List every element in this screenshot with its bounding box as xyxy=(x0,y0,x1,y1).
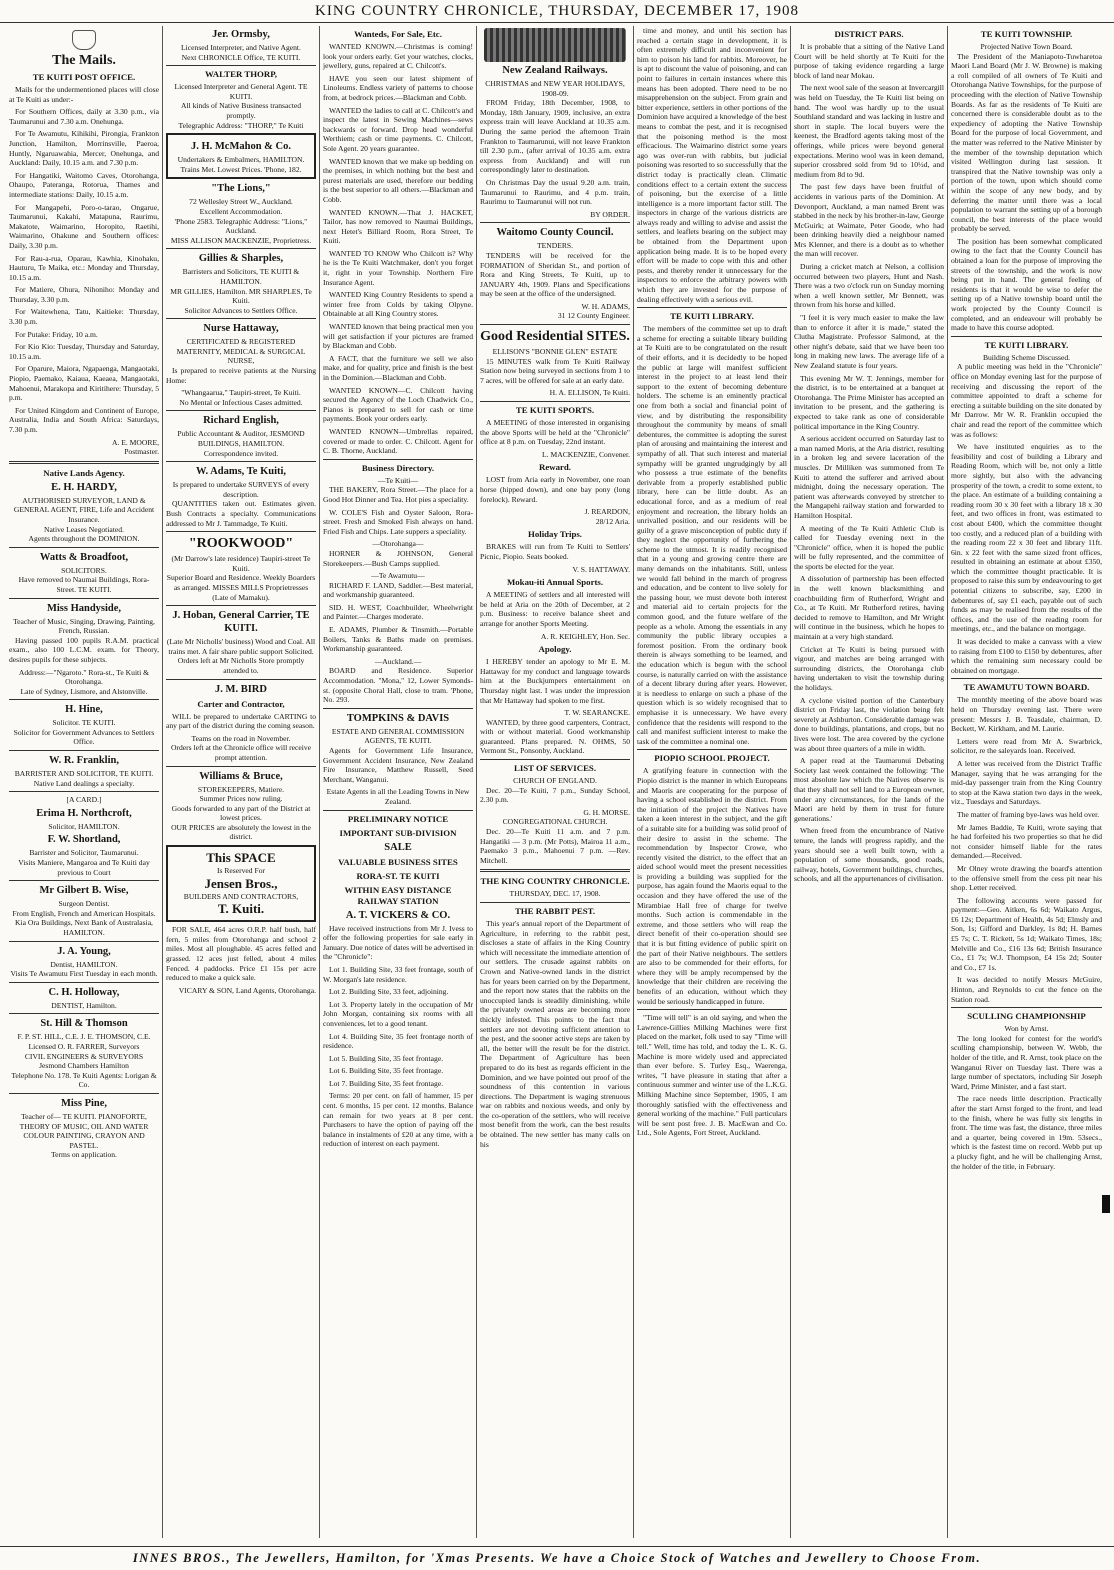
notice-heading: Holiday Trips. xyxy=(528,529,582,540)
classified-ad: WANTED known that we make up bedding on the premises, in which nothing but the best and purest materials are used, therefore our bedding is the best superior to all others.—Blackman and Cobb. xyxy=(323,156,473,204)
ad-text: WILL be prepared to undertake CARTING to any part of the district during the coming season. xyxy=(166,711,316,731)
article-heading: TE AWAMUTU TOWN BOARD. xyxy=(963,682,1090,693)
ad-name: J. M. BIRD xyxy=(215,683,267,695)
ad-text: Superior Board and Residence. Weekly Boarders as arranged. MISSES MILLS Proprietresses (Late of Mamaku). xyxy=(166,573,316,602)
ad-text: Native Leases Negotiated. xyxy=(44,524,124,534)
mails-text: For Kio Kio: Tuesday, Thursday and Saturday, 10.15 a.m. xyxy=(9,342,159,361)
ad-text: Trains Met. Lowest Prices. 'Phone, 182. xyxy=(180,164,302,174)
column-1 xyxy=(6,26,163,1538)
ad-name: New Zealand Railways. xyxy=(502,65,608,76)
divider xyxy=(166,679,316,680)
service-entry: Dec. 20—Te Kuiti, 7 p.m., Sunday School, 2.30 p.m. xyxy=(480,785,630,805)
article-text: A cyclone visited portion of the Canterbury district on Friday last, the violation being felt severely at Ashburton. Considerable damage was done to buildings, plantations, and crops, but no lives were lost. The area covered by the cyclone was about three quarters of a mile in width. xyxy=(794,695,944,753)
column-3 xyxy=(320,26,477,1538)
lot-entry: Lot 1. Building Site, 33 feet frontage, south of W. Morgan's late residence. xyxy=(323,964,473,984)
ad-text: CERTIFICATED & REGISTERED MATERNITY, MEDICAL & SURGICAL NURSE, xyxy=(176,337,306,366)
mails-text: For Oparure, Maiora, Ngapaenga, Mangaotaki, Piopio, Paemako, Kaiaua, Kaeaea, Mangaotaki, Mahoenui, Marakopa and Kiritihere: Thursday, 5 p.m. xyxy=(9,364,159,403)
notice-line: WITHIN EASY DISTANCE RAILWAY STATION xyxy=(344,884,452,906)
notice-text: T. W. SEARANCKE. xyxy=(564,708,630,718)
article-text: The race needs little description. Practically after the start Arnst forged to the front, and lead to the finish, where he was fully six lengths in front. The time was fast, the distance, three miles and a quarter, being covered in 19m. 53secs., which is the fastest time on record. Webb put up a plucky fight, and he will be challenging Arnst, the holder of the title, in February. xyxy=(951,1094,1102,1171)
ad-text: Terms on application. xyxy=(51,1150,117,1160)
ad-name: St. Hill & Thomson xyxy=(40,1018,128,1030)
ad-name: Williams & Bruce, xyxy=(199,770,283,782)
ad-name: "The Lions," xyxy=(211,183,271,195)
article-text: Letters were read from Mr A. Swarbrick, solicitor, re the saleyards loan. Received. xyxy=(951,736,1102,756)
divider xyxy=(480,324,630,325)
notice-heading: Reward. xyxy=(538,462,571,473)
article-text: The following accounts were passed for payment:—Geo. Aitken, 6s 6d; Waikato Argus, £6 12s; Department of Health, 4s 5d; Elmsly and Son, 1s; Gifford and Darkley, 1s 8d; H. Barnes £5 7s; C. T. Rickett, 5s 1d; Waikato Times, 18s; Melville and Co., £16 13s 6d; British Insurance Co., £1 7s; W.J. Thompson, £4 15s 2d; Souter and Co., £7 1s. xyxy=(951,895,1102,972)
subheading: —Auckland.— xyxy=(374,656,422,666)
notice-text: BRAKES will run from Te Kuiti to Settlers' Picnic, Piopio. Seats booked. xyxy=(480,542,630,561)
classified-ad: WANTED known that being practical men you will get satisfaction if your pictures are framed by Blackman and Cobb. xyxy=(323,322,473,351)
mails-text: For Te Awamutu, Kihikihi, Pirongia, Frankton Junction, Hamilton, Morrinsville, Paeroa, Huntly, Ngaruawahia, Mercer, Onehunga, and Auckland: Daily, 10.15 a.m. and 7.30 p.m. xyxy=(9,129,159,168)
ad-text: Terms: 20 per cent. on fall of hammer, 15 per cent. 6 months, 15 per cent. 12 months. Balance can remain for two years at 8 per cent. Purchasers to have the option of paying off the balance in instalments of £20 at any time, with a reduction of interest on each payment. xyxy=(323,1091,473,1149)
divider xyxy=(480,759,630,760)
classified-ad: WANTED the ladies to call at C. Chilcott's and inspect the latest in Sewing Machines—sews backwards or forward. Drop head wonderful Werthiem; cash or time payments. C. Chilcott, Sole Agent. 20 years guarantee. xyxy=(323,105,473,153)
divider xyxy=(9,1013,159,1014)
ad-text: Summer Prices now ruling. xyxy=(199,794,283,804)
column-7 xyxy=(948,26,1105,1538)
directory-entry: BOARD and Residence. Superior Accommodation. "Mona," 12, Lower Symonds-st. (opposite Choral Hall, close to tram. 'Phone, No. 293. xyxy=(323,666,473,705)
ad-name: WALTER THORP, xyxy=(204,69,278,80)
divider xyxy=(637,307,787,308)
divider xyxy=(9,598,159,599)
notice-line: SALE xyxy=(384,841,412,853)
ink-blot xyxy=(1102,1195,1110,1213)
royal-crest-icon xyxy=(72,30,96,50)
columns xyxy=(6,26,1108,1538)
divider xyxy=(323,708,473,709)
divider xyxy=(166,65,316,66)
column-6 xyxy=(791,26,948,1538)
ad-text: Carter and Contractor, xyxy=(197,698,285,709)
notice-heading: TE KUITI SPORTS. xyxy=(515,405,595,416)
ad-name: Jensen Bros., xyxy=(204,875,278,891)
notice-text: V. S. HATTAWAY. xyxy=(572,564,630,574)
divider xyxy=(9,750,159,751)
ad-text: Licensed Interpreter, and Native Agent. xyxy=(181,43,301,52)
article-text: The next wool sale of the season at Invercargill was held on Tuesday, the Te Kuiti list being on hand. The wool was hardly up to the usual Southland standard and was lacking in lustre and short in staple. The local buyers were the keenest, the Bradford agents taking most of the offerings, while prices were beyond general expectations. Merino wool was in keen demand, superior crossbred sold from 9d to 10½d, and medium from 8d to 9d. xyxy=(794,83,944,179)
article-text: It is probable that a sitting of the Native Land Court will be held shortly at Te Kuiti for the purpose of taking evidence regarding a large block of land near Mokau. xyxy=(794,42,944,80)
ad-text: Native Land dealings a specialty. xyxy=(33,778,135,788)
ad-text: Late of Sydney, Lismore, and Alstonville. xyxy=(20,686,148,696)
ad-text: MISS ALLISON MACKENZIE, Proprietress. xyxy=(170,235,312,245)
article-text: A public meeting was held in the "Chronicle" office on Monday evening last for the purpose of receiving and discussing the report of the committee appointed to draft a scheme for erecting a suitable building on the site donated by Mr Darrow. Mr W. R. Franklin occupied the chair and read the report of the committee which was as follows: xyxy=(951,362,1102,439)
ad-name: Jer. Ormsby, xyxy=(212,29,270,40)
ad-name: Good Residential SITES. xyxy=(480,329,630,345)
article-text: The matter of framing bye-laws was held over. xyxy=(957,809,1100,819)
divider xyxy=(9,982,159,983)
ad-text: STOREKEEPERS, Matiere. xyxy=(197,784,285,794)
ad-text: (Mr Darrow's late residence) Taupiri-street Te Kuiti. xyxy=(171,554,311,573)
ad-name: H. Hine, xyxy=(65,704,103,716)
divider xyxy=(951,678,1102,679)
divider xyxy=(166,248,316,249)
divider xyxy=(166,605,316,606)
notice-text: A MEETING of settlers and all interested will be held at Aria on the 20th of December, at 2 p.m. Business: to receive balance sheet and arrange for another Sports Meeting. xyxy=(480,590,630,628)
ad-text: Orders left at Mr Nicholls Store promptly attended to. xyxy=(177,656,305,675)
notice-text: I HEREBY tender an apology to Mr E. M. Hattaway for my conduct and language towards him at the Buckjumpers entertainment on Thursday night last. I was under the impression that Mr Hattaway had spoken to me first. xyxy=(480,657,630,705)
divider xyxy=(637,1009,787,1010)
ad-text: T. Kuiti. xyxy=(217,901,265,917)
ad-text: QUANTITIES taken out. Estimates given. Bush Contracts a specialty. Communications addressed to Mr J. Tammadge, Te Kuiti. xyxy=(166,499,316,528)
classified-ad: HAVE you seen our latest shipment of Linoleums. Endless variety of patterns to choose from, at bedrock prices.—Blackman and Cobb. xyxy=(323,73,473,102)
reserved-space-box xyxy=(166,845,316,922)
ad-text: Next CHRONICLE Office, TE KUITI. xyxy=(181,52,301,62)
notice-line: IMPORTANT SUB-DIVISION xyxy=(339,827,457,838)
article-text: The President of the Maniapoto-Tuwharetoa Maori Land Board (Mr J. W. Browne) is making a roll compiled of all owners of Te Kuiti and Otorohanga Native Townships, for the purpose of proceeding with the election of Native Township Boards. As far as the residents of Te Kuiti are concerned there is considerable doubt as to the expediency of adopting the Native Township Board for the purpose of local Government, and the matter was referred to the Native Minister by the member of the township deputation which visited Wellington during last session. It transpired that the Native township was only a portion of the town, upon which should come within the scope of any new body, and by deferring the matter until there was a local population to warrant the setting up of a borough council, the best interests of the place would probably be served. xyxy=(951,51,1102,234)
mails-text: For Mangapehi, Poro-o-tarao, Ongarue, Taumarunui, Kakahi, Matapuna, Raurimu, Makatote, Waimarino, Horopito, Raetihi, Waimarino, Ohakune and Southern offices: Daily, 3.30 p.m. xyxy=(9,202,159,250)
ad-text: AUTHORISED SURVEYOR, LAND & GENERAL AGENT, FIRE, Life and Accident Insurance. xyxy=(13,495,155,524)
directory-entry: THE BAKERY, Rora Street.—The place for a Good Hot Dinner and Tea. Hot pies a speciality. xyxy=(323,485,473,504)
divider xyxy=(166,461,316,462)
divider xyxy=(951,336,1102,337)
article-text: This evening Mr W. T. Jennings, member for the district, is to be entertained at a banquet at Otorohanga. The Prime Minister has accepted an invitation to be present, and the gathering is expected to take rank as one of considerable political importance in the King Country. xyxy=(794,373,944,431)
ad-text: ESTATE AND GENERAL COMMISSION AGENTS, TE KUITI. xyxy=(331,726,465,746)
ad-text: Barrister and Solicitor, Taumarunui. xyxy=(29,848,139,858)
ad-name: J. Hoban, General Carrier, TE KUITI. xyxy=(172,610,310,635)
ad-text: Surgeon Dentist. xyxy=(58,899,110,909)
ad-text: Telephone No. 178. Te Kuiti Agents: Lorigan & Co. xyxy=(11,1070,157,1090)
ad-name: C. H. Holloway, xyxy=(48,986,120,998)
article-text: The members of the committee set up to draft a scheme for erecting a suitable library building at Te Kuiti are to be congratulated on the result of their efforts, and it is decidedly to be hoped the public at large will manifest sufficient interest in the project to at least lend their support to the extent of becoming debenture holders. The scheme is an eminently practical one from both a social and financial point of view, and by distributing the responsibility throughout the community by means of small debentures, the committee is adopting the surest plan of arousing and maintaining the interest and sympathy of all. That such interest and material sympathy will be granted ungrudgingly by all who possess a true estimate of the benefits derivable from a properly established public library, here can be little doubt. As an educational force, and as a medium of real enjoyment and recreation, the library holds an unrivalled position, and our residents will be guilty of a grave misconception of public duty if they neglect the opportunity of furthering the scheme to the utmost. It is readily recognised that in a young and growing centre there are many demands on the inhabitants. Still, unless we would fall behind in the march of progress and education, and be content to live solely for the passing hour, we must devote both interest and material aid to certain projects for the common good, and the future welfare of the people as a whole. Among the essentials in any community the public library occupies a foremost position. From the ordinary book therein is always something to be learned, and the education which is begun with the school course, is naturally carried on with the assistance of a decent library during after years. However, it is needless to enlarge on such a phase of the question which is so widely recognised that to emphasise it is unnecessary. We have every confidence that the residents will respond to the call and manifest sufficient interest to make the task of the committee a nominal one. xyxy=(637,324,787,746)
mails-text: For United Kingdom and Continent of Europe, Australia, India and South Africa: Saturdays, 7.30 p.m. xyxy=(9,405,159,434)
ad-text: CIVIL ENGINEERS & SURVEYORS xyxy=(24,1051,144,1061)
ad-name: E. H. HARDY, xyxy=(51,481,117,493)
ad-name: W. Adams, Te Kuiti, xyxy=(195,466,287,478)
mails-text: For Hangatiki, Waitomo Caves, Otorohanga, Ohaupo, Pateranga, Rotorua, Thames and intermediate stations: Daily, 10.15 a.m. xyxy=(9,170,159,199)
article-text: A gratifying feature in connection with the Piopio district is the manner in which Europeans and Maoris are cooperating for the purpose of having a school established in the district. From the initiation of the project the Natives have taken a keen interest in the subject, and the gift of a suitable site for a building was solid proof of their desire to assist in the scheme. The recommendation by Inspector Crowe, who recently visited the district, to the effect that an aided school would meet the present necessities is providing a building was supplied for the purpose, has again found the Maoris equal to the occasion and they have offered the use of the Mirambiae Hall free of charge for twelve months. Such action is commendable in the extreme, and those settlers who will reap the direct benefit of their co-operation should see that it is but fitting evidence of public spirit on the part of their Native neighbours. The settlers are also to be commended for their efforts, for where they will be amply recompensed by the knowledge that their children are receiving the benefits of an education, without which they would be seriously handicapped in future. xyxy=(637,766,787,1006)
ad-name: J. A. Young, xyxy=(57,945,111,957)
subheading: —Te Kuiti— xyxy=(377,475,419,485)
ad-text: F. P. ST. HILL, C.E. J. E. THOMSON, C.E. Licensed O. R. FARRER, Surveyors xyxy=(17,1032,151,1051)
article-text: During a cricket match at Nelson, a collision occurred between two players, Hunt and Nash. There was a two o'clock run on Sunday morning when a well known settler, Mr Bennett, was thrown from his horse and killed. xyxy=(794,262,944,310)
ad-text: Teams on the road in November. xyxy=(191,733,291,743)
train-illustration-icon xyxy=(484,28,626,62)
ad-text: Having passed 100 pupils R.A.M. practical exam., also 100 L.C.M. exam. for Theory, desires pupils for these subjects. xyxy=(9,635,159,664)
editorial-masthead: THE KING COUNTRY CHRONICLE. xyxy=(480,876,630,887)
classified-ad: WANTED KNOWN—Umbrellas repaired, covered or made to order. C. Chilcott. Agent for C. B. Thorne, Auckland. xyxy=(323,426,473,456)
notice-line: VALUABLE BUSINESS SITES xyxy=(338,856,458,867)
mails-text: Mails for the undermentioned places will close at Te Kuiti as under:- xyxy=(9,85,159,104)
classified-ad: A FACT, that the furniture we sell we also make, and for quality, price and finish is the best in the Dominion.—Blackman and Cobb. xyxy=(323,353,473,382)
classified-ad: WANTED KNOWN.—Christmas is coming! look your orders early. Get your watches, clocks, jewellery, guns, repaired at C. Chilcott's. xyxy=(323,42,473,71)
article-text: Mr Olney wrote drawing the board's attention to the offensive smell from the cess pit near his shop. Letter received. xyxy=(951,863,1102,893)
ad-text: From English, French and American Hospitals. Kia Ora Buildings, Next Bank of Australasia, HAMILTON. xyxy=(12,908,156,937)
column-5 xyxy=(634,26,791,1538)
article-text: A meeting of the Te Kuiti Athletic Club is called for Tuesday evening next in the "Chronicle" office, when it is hoped the public will be fully represented, and the committee of the sports be elected for the year. xyxy=(794,523,944,571)
mails-text: For Matiere, Ohura, Nihoniho: Monday and Thursday, 3.30 p.m. xyxy=(9,285,159,304)
ad-name: Richard English, xyxy=(203,415,279,427)
article-text: We have instituted enquiries as to the feasibility and cost of building a Library and Reading Room, which will be, not only a little more sightly, but also with the advancing prosperity of the town, a credit to some extent, to the place. An estimate of a building containing a reading room 30 x 30 feet with a library 18 x 30 feet, and two offices in front, was estimated to cost about £400, which the committee thought too costly, and a reduced plan of a building with the reading room 22 x 30 feet and library 11ft. 6in. x 22 feet with the same sized front offices, resulted in obtaining an estimate at about £350, which the committee thought practicable. It is proposed to raise this sum by endeavouring to get potential citizens to subscribe, say, £200 in debentures of, say £1 each, payable out of such funds as may be realised from the results of the offices, and the use of the reading room for meetings, etc., and the balance on mortgage. xyxy=(951,442,1103,634)
article-text: A serious accident occurred on Saturday last to a man named Moris, at the Aria district, resulting in a broken leg and severe laceration of the muscles. Dr Milliken was summoned from Te Kuiti to attend the sufferer and arrived about midnight, doing the necessary operation. The patient was afterwards conveyed by stretcher to the Mangapehi railway station and forwarded to Hamilton Hospital. xyxy=(794,434,944,520)
ad-text: Visits Te Awamutu First Tuesday in each month. xyxy=(10,969,158,979)
classified-ad: WANTED KNOWN.—That J. HACKET, Tailor, has now removed to Naumai Buildings, next Hetet's Billiard Room, Rora Street, Te Kuiti. xyxy=(323,207,473,246)
ad-name: Watts & Broadfoot, xyxy=(39,551,129,563)
article-text: Mr James Baddie, Te Kuiti, wrote saying that he had forfeited his two properties so that he did not consider himself liable for the rates demanded.—Received. xyxy=(951,822,1102,861)
ad-name: W. R. Franklin, xyxy=(49,755,119,767)
ad-text: Orders left at the Chronicle office will receive prompt attention. xyxy=(170,743,312,762)
classified-ad: WANTED TO KNOW Who Chilcott is? Why he is the Te Kuiti Watchmaker, don't you forget it, right in your Township. Northern Fire Insurance Agent. xyxy=(323,248,473,287)
divider xyxy=(637,749,787,750)
ad-name: "ROOKWOOD" xyxy=(188,536,294,552)
directory-entry: W. COLE'S Fish and Oyster Saloon, Rora-street. Fresh and Smoked Fish always on hand. Fried Fish and Chips. Late suppers a speciality. xyxy=(323,507,473,536)
article-text: It was decided to notify Messrs McGuire, Hinton, and Reynolds to cut the fence on the Station road. xyxy=(951,975,1102,1004)
mails-text: For Southern Offices, daily at 3.30 p.m., via Taumarunui and 7.30 a.m. Onehunga. xyxy=(9,107,159,126)
classified-ad: WANTED King Country Residents to spend a winter free from Colds by taking Olpyne. Obtainable at all King Country stores. xyxy=(323,290,473,319)
article-subheading: Building Scheme Discussed. xyxy=(982,352,1071,362)
ad-text: Have received instructions from Mr J. Ivess to offer the following properties for sale early in January. Due notice of dates will be advertised in the "Chronicle": xyxy=(323,923,473,962)
ad-name: A. T. VICKERS & CO. xyxy=(345,909,451,921)
ad-text: SOLICITORS. xyxy=(61,565,107,575)
ad-text: H. A. ELLISON, Te Kuiti. xyxy=(549,388,630,398)
ad-text: Teacher of Music, Singing, Drawing, Painting, French, Russian. xyxy=(13,616,155,636)
ad-text: Is prepared to receive patients at the Nursing Home: xyxy=(166,366,316,385)
ad-text: Address:—"Ngaroto." Rora-st., Te Kuiti & Otorohanga. xyxy=(18,667,150,687)
advertorial-text: "Time will tell" is an old saying, and when the Lawrence-Gillies Milking Machines were first placed on the market, folk used to say "Time will tell." Well, time has told, and today the L. K. G. Machine is more widely used and appreciated than ever before. S. Turley Esq., Waerenga, writes, "I have pleasure in stating that after a continuous summer and winter use of the L.K.G. Milking Machine since September, 1905, I am thoroughly satisfied with the effectiveness and general working of the machine." Full particulars will be sent post free. J. B. MacEwan and Co. Ltd., Sole Agents, Fort Street, Auckland. xyxy=(637,1013,787,1138)
ad-text: Solicitor. TE KUITI. xyxy=(52,718,116,728)
ad-text: Excellent Accommodation. xyxy=(199,206,283,216)
article-text: time and money, and until his section has reached a certain stage in development, it is often extremely difficult and inconvenient for him to poison his land for rabbits. Moreover, he is apt to discount the value of poisoning, and can point to failures in certain instances where this means has been adopted. There need to be no misapprehension on the subject. From grain and bitter experience, settlers in other portions of the Dominion have acquired a knowledge of the best means to combat the pest, and it is recognised that the poisoning method is the most efficacious. The Waimarino district some years ago was over-run with rabbits, but judicial poisoning was resorted to so successfully that the district today is practically clean. Climatic conditions effect to a certain extent the success of poisoning, but the exercise of a little intelligence is a more important factor still. The inspectors in charge of the various districts are always ready and willing to advise and assist the settlers, and leaflets bearing on the subject may be obtained from the Department upon application being made. It is to be hoped every effort will be made to cope with this and other pests, and thereby render it unnecessary for the inspectors to enforce the arbitrary powers with which they are invested for the purpose of dealing effectively with a serious evil. xyxy=(637,26,787,304)
ad-text: Barristers and Solicitors, TE KUITI & HAMILTON. xyxy=(182,267,300,286)
mails-text: For Waitewhena, Tatu, Kaitieke: Thursday, 3.30 p.m. xyxy=(9,307,159,327)
divider xyxy=(9,1093,159,1094)
divider xyxy=(480,401,630,402)
ad-text: Jesmond Chambers Hamilton xyxy=(39,1061,129,1071)
ad-text: 'Phone 2583. Telegraphic Address: "Lions," Auckland. xyxy=(174,216,308,236)
subheading: —Te Awamutu— xyxy=(371,571,425,581)
directory-entry: E. ADAMS, Plumber & Tinsmith.—Portable Boilers, Tanks & Baths made on premises. Workmanship guaranteed. xyxy=(323,625,473,654)
notice-text: WANTED, by three good carpenters, Contract, with or without material. Good workmanship guaranteed. Plans prepared. N. OHMS, 50 Vermont St., Ponsonby, Auckland. xyxy=(480,717,630,756)
ad-text: BUILDERS AND CONTRACTORS, xyxy=(183,891,299,901)
ad-text: (Late Mr Nicholls' business) Wood and Coal. All trains met. A fair share public support Solicited. xyxy=(166,637,316,656)
ad-text: VICARY & SON, Land Agents, Otorohanga. xyxy=(178,985,316,995)
ad-text: BY ORDER. xyxy=(590,209,630,219)
divider xyxy=(480,869,630,872)
directory-entry: RICHARD F. LAND, Saddler.—Best material, and workmanship guaranteed. xyxy=(323,580,473,600)
ad-name: Mr Gilbert B. Wise, xyxy=(39,885,129,897)
mails-heading: The Mails. xyxy=(52,53,116,68)
article-heading: PIOPIO SCHOOL PROJECT. xyxy=(654,753,770,764)
ad-text: Have removed to Naumai Buildings, Rora-Street. TE KUITI. xyxy=(18,575,150,594)
divider xyxy=(951,1007,1102,1008)
divider xyxy=(166,531,316,532)
ad-text: 15 MINUTES walk from Te Kuiti Railway Station now being surveyed in sections from 1 to 7 acres, will be offered for sale at an early date. xyxy=(480,356,630,385)
article-text: A letter was received from the District Traffic Manager, saying that he was arranging for the mid-day passenger train from the King Country to stop at the Kawa station two days in the week, viz., Tuesdays and Saturdays. xyxy=(951,758,1102,807)
post-office-heading: TE KUITI POST OFFICE. xyxy=(32,72,136,82)
article-heading: THE RABBIT PEST. xyxy=(514,906,596,916)
ad-text: Estate Agents in all the Leading Towns in New Zealand. xyxy=(326,787,470,806)
ad-text: Licensed Interpreter and General Agent. TE KUITI. xyxy=(174,82,308,101)
article-text: The position has been somewhat complicated owing to the fact that the County Council has obtained a loan for the purpose of improving the streets of the township, and the work is now being put in hand. The general feeling of residents is that it would be wise to defer the setting up of a Native township board until the work projected by the County Council is completed, and an endeavour will probably be made to have this course adopted. xyxy=(951,236,1102,333)
ad-text: Solicitor Advances to Settlers Office. xyxy=(184,305,298,315)
divider xyxy=(480,902,630,903)
article-text: A paper read at the Taumarunui Debating Society last week contained the following: 'The most absolute law which the Natives observe is that they shall not sell land to a European owner, under any circumstances, for the lands of the Maori are held by them in trust for future generations.' xyxy=(794,756,944,823)
ad-name: Erima H. Northcroft, xyxy=(36,807,132,819)
ad-text: ELLISON'S "BONNIE GLEN" ESTATE xyxy=(492,347,618,357)
article-text: The monthly meeting of the above board was held on Thursday evening last. There were present: Messrs J. B. Teasdale, chairman, D. Beckett, W. Kirkham, and M. Laurie. xyxy=(951,695,1102,734)
ad-text: All kinds of Native Business transacted promptly. xyxy=(180,101,301,120)
article-text: "I feel it is very much easier to make the law than to enforce it after it is made," stated the Clutha Magistrate. Professor Salmond, at the other night's debate, said that we have been too long in making new laws. The average life of a New Zealand statute is four years. xyxy=(794,313,944,370)
ad-text: FROM Friday, 18th December, 1908, to Monday, 18th January, 1909, inclusive, an extra express train will leave Auckland at 10.35 a.m. During the same period the afternoon Train Frankton to Taumarunui, will not leave Frankton till 2.30 p.m., (after arrival of 10.35 a.m. extra express from Auckland) and will run correspondingly later to destination. xyxy=(480,98,630,175)
mails-text: For Putake: Friday, 10 a.m. xyxy=(15,329,98,339)
ad-text: Goods forwarded to any part of the District at lowest prices. xyxy=(171,803,311,823)
ad-text: 31 12 County Engineer. xyxy=(557,311,630,321)
lot-entry: Lot 4. Building Site, 35 feet frontage north of residence. xyxy=(323,1031,473,1051)
ad-text: Solicitor, HAMILTON. xyxy=(48,821,120,831)
ad-text: 72 Wellesley Street W., Auckland. xyxy=(189,197,293,207)
ad-text: OUR PRICES are absolutely the lowest in the district. xyxy=(171,822,311,842)
notice-heading: Apology. xyxy=(538,644,572,655)
service-entry: G. H. MORSE. xyxy=(583,807,630,817)
ad-text: On Christmas Day the usual 9.20 a.m. train, Taumarunui to Raurimu, and 4 p.m. train, Raurimu to Taumarunui will not run. xyxy=(480,177,630,207)
service-entry: Dec. 20—Te Kuiti 11 a.m. and 7 p.m. Hangatiki — 3 p.m. (Mr Potts), Mairoa 11 a.m., Paemako 3 p.m., Mahoenui 7 p.m. —Rev. Mitchell. xyxy=(480,827,630,865)
ad-text: Telegraphic Address: "THORP," Te Kuiti xyxy=(178,120,304,130)
divider xyxy=(166,410,316,411)
ad-text: Teacher of— TE KUITI. PIANOFORTE, THEORY OF MUSIC, OIL AND WATER COLOUR PAINTING, CRAYON AND PASTEL. xyxy=(19,1111,149,1150)
notice-heading: Mokau-iti Annual Sports. xyxy=(506,577,604,588)
ad-name: F. W. Shortland, xyxy=(47,834,121,846)
masthead: KING COUNTRY CHRONICLE, THURSDAY, DECEMBER 17, 1908 xyxy=(0,0,1114,23)
notice-text: J. REARDON, xyxy=(584,507,630,517)
ad-name: Miss Handyside, xyxy=(46,602,122,614)
ad-text: [A CARD.] xyxy=(66,795,102,805)
article-text: The past few days have been fruitful of accidents in various parts of the Dominion. At Devonport, Auckland, a man named Brent was stabbed in the neck by his brother-in-law, George McGuirk; at Waimate, Peter Goode, who had been drinking heavily died a neighbour named Mrs Klenner, and there is a doubt as to whether the man will recover. xyxy=(794,182,944,259)
notice-line: PRELIMINARY NOTICE xyxy=(347,813,449,824)
notice-text: A. R. KEIGHLEY, Hon. Sec. xyxy=(540,631,630,641)
ad-text: MR GILLIES, Hamilton. MR SHARPLES, Te Kuiti. xyxy=(170,286,312,306)
ad-text: Public Accountant & Auditor, JESMOND BUILDINGS, HAMILTON. xyxy=(177,429,305,449)
divider xyxy=(323,810,473,811)
ad-text: No Mental or Infectious Cases admitted. xyxy=(179,397,303,407)
ad-name: Miss Pine, xyxy=(60,1097,108,1109)
article-text: It was decided to make a canvass with a view to raising from £100 to £150 by debentures, after which the remaining sum necessary could be obtained on mortgage. xyxy=(951,637,1102,675)
subheading: CONGREGATIONAL CHURCH. xyxy=(502,817,608,827)
lot-entry: Lot 6. Building Site, 35 feet frontage. xyxy=(329,1066,444,1076)
article-text: Cricket at Te Kuiti is being pursued with vigour, and matches are being arranged with surrounding districts, the Otorohanga club having undertaken to visit the township during the holidays. xyxy=(794,644,944,692)
notice-text: A MEETING of those interested in organising the above Sports will be held at the "Chronicle" office at 8 p.m. on Tuesday, 22nd instant. xyxy=(480,418,630,447)
article-heading: DISTRICT PARS. xyxy=(834,29,904,39)
divider xyxy=(166,766,316,767)
ad-text: CHRISTMAS and NEW YEAR HOLIDAYS, 1908-09. xyxy=(485,79,625,98)
divider xyxy=(9,461,159,464)
ad-text: W. H. ADAMS, xyxy=(581,301,630,311)
ad-text: "Whangaarua," Taupiri-street, Te Kuiti. xyxy=(181,388,301,398)
section-heading: Business Directory. xyxy=(361,462,435,473)
ad-text: Is prepared to undertake SURVEYS of every description. xyxy=(172,480,310,499)
directory-entry: SID. H. WEST, Coachbuilder, Wheelwright and Painter.—Charges moderate. xyxy=(323,602,473,622)
ad-text: DENTIST, Hamilton. xyxy=(51,1000,117,1010)
divider xyxy=(9,941,159,942)
article-text: This year's annual report of the Department of Agriculture, in referring to the rabbit pest, discloses a state of affairs in the King Country which will necessitate the immediate attention of our settlers. The crusade against rabbits on Crown and Native-owned lands in the district has for years been carried on by the Department, and the report now states that the rabbits on the unoccupied lands is steadily diminishing, while the privately owned areas are becoming more thickly infested. This points to the fact that settlers are not devoting sufficient attention to the pest, and the sooner active steps are taken by all, the better will the result be for the district. The Department of Agriculture has been prepared to do its best as regards efficient in the Dominion, and we have pointed out proof of the soundness of this contention in various directions. The Department is waging strenuous war on rabbits and noxious weeds, and only by the co-operation of the settlers, who will receive most benefit from the work, can the best results be obtained. The new settler has many calls on his xyxy=(480,919,630,1149)
lot-entry: Lot 5. Building Site, 35 feet frontage. xyxy=(329,1053,444,1063)
signature: A. E. MOORE, xyxy=(111,437,159,447)
divider xyxy=(166,318,316,319)
divider xyxy=(323,459,473,460)
notice-text: 28/12 Aria. xyxy=(595,516,630,526)
ad-text: TENDERS. xyxy=(536,241,574,251)
ad-heading: Native Lands Agency. xyxy=(43,467,125,478)
mails-text: For Rau-a-rua, Oparau, Kawhia, Kinohaku, Hauturu, Te Maika, etc.: Monday and Thursday, 10.15 a.m. xyxy=(9,253,159,282)
ad-name: J. H. McMahon & Co. xyxy=(190,141,292,153)
directory-entry: HORNER & JOHNSON, General Storekeepers.—Bush Camps supplied. xyxy=(323,548,473,568)
ad-name: TOMPKINS & DAVIS xyxy=(346,712,450,724)
ad-text: Solicitor for Government Advances to Settlers Office. xyxy=(13,727,155,747)
mcmahon-ad-box xyxy=(166,133,316,179)
ad-text: TENDERS will be received for the FORMATION of Sheridan St., and portion of Rora and King Streets, Te Kuiti, up to JANUARY 4th, 1909. Plans and Specifications may be seen at the office of the undersigned. xyxy=(480,250,630,299)
subheading: —Otorohanga— xyxy=(372,539,424,549)
ad-text: Agents throughout the DOMINION. xyxy=(28,534,140,544)
ad-text: Correspondence invited. xyxy=(203,448,279,458)
ad-text: Undertakers & Embalmers, HAMILTON. xyxy=(177,155,305,165)
divider xyxy=(9,791,159,792)
ad-name: Waitomo County Council. xyxy=(496,227,614,239)
ad-text: Dentist, HAMILTON. xyxy=(50,959,118,969)
lot-entry: Lot 7. Building Site, 35 feet frontage. xyxy=(329,1078,444,1088)
ad-text: BARRISTER AND SOLICITOR, TE KUITI. xyxy=(14,769,154,779)
classified-ad: WANTED KNOWN—C. Chilcott having secured the Agency of the Loch Chadwick Co., Pianos is prepared to sell for cash or time payments. Book your orders early. xyxy=(323,385,473,424)
ad-name: Gillies & Sharples, xyxy=(198,253,284,265)
article-heading: TE KUITI LIBRARY. xyxy=(670,311,754,322)
column-4 xyxy=(477,26,634,1538)
divider xyxy=(9,880,159,881)
signature-title: Postmaster. xyxy=(124,447,159,457)
notice-line: RORA-ST. TE KUITI xyxy=(356,870,440,881)
ad-text: FOR SALE, 464 acres O.R.P. half bush, half fern, 5 miles from Otorohanga and school 2 miles. Most all ploughable. 45 acres felled and grassed. 12 aces just felled, about 4 miles Fenced. 4 paddocks. Price £1 15s per acre reduced to make a quick sale. xyxy=(166,925,316,983)
ad-text: Agents for Government Life Insurance, Government Accident Insurance, New Zealand Fire Insurance, Matthew Russell, Seed Merchant, Wanganui. xyxy=(323,746,473,784)
ad-text: Is Reserved For xyxy=(216,866,266,876)
article-text: When freed from the encumbrance of Native tenure, the lands will progress rapidly, and the years should see a well built town, with a population of some thousands, good roads, railway, hotels, Government buildings, churches, schools, and all the appurtenances of civilisation. xyxy=(794,826,944,884)
article-subheading: Won by Arnst. xyxy=(1004,1024,1049,1034)
article-text: The long looked for contest for the world's sculling championship, between W. Webb, the holder of the title, and R. Arnst, took place on the Wanganui River on Tuesday last. There was a large number of spectators, including Sir Joseph Ward, Prime Minister, and a fast start. xyxy=(951,1033,1102,1091)
editorial-date: THURSDAY, DEC. 17, 1908. xyxy=(509,889,601,899)
ad-text: Visits Maniere, Mangaroa and Te Kuiti day previous to Court xyxy=(18,858,150,877)
notice-text: LOST from Aria early in November, one roan horse (hipped down), and one bay pony (long forelock). Reward. xyxy=(480,475,630,504)
article-text: A dissolution of partnership has been effected in the well known blacksmithing and coachbuilding firm of Rutherford, Wright and Co., at Te Kuiti. Mr Rutherford retires, having decided to remove to Hamilton, and Mr Wright will continue in the business, which he hopes to maintain at a very high standard. xyxy=(794,574,944,642)
article-heading: TE KUITI LIBRARY. xyxy=(984,339,1069,350)
lot-entry: Lot 2. Building Site, 33 feet, adjoining. xyxy=(329,987,449,997)
article-subheading: Projected Native Town Board. xyxy=(980,42,1073,51)
divider xyxy=(9,699,159,700)
ad-text: This SPACE xyxy=(206,850,276,866)
article-heading: TE KUITI TOWNSHIP. xyxy=(980,29,1073,39)
subheading: CHURCH OF ENGLAND. xyxy=(513,776,597,786)
divider xyxy=(480,222,630,223)
section-heading: Wanteds, For Sale, Etc. xyxy=(354,29,442,39)
notice-heading: LIST OF SERVICES. xyxy=(513,763,597,774)
footer-advertisement: INNES BROS., The Jewellers, Hamilton, for 'Xmas Presents. We have a Choice Stock of Watches and Jewellery to Choose From. xyxy=(0,1546,1114,1569)
notice-text: L. MACKENZIE, Convener. xyxy=(542,449,630,459)
lot-entry: Lot 3. Property lately in the occupation of Mr John Morgan, containing six rooms with all conveniences, let to a good tenant. xyxy=(323,999,473,1028)
ad-name: Nurse Hattaway, xyxy=(203,323,279,335)
column-2 xyxy=(163,26,320,1538)
article-heading: SCULLING CHAMPIONSHIP xyxy=(967,1011,1086,1022)
divider xyxy=(9,547,159,548)
